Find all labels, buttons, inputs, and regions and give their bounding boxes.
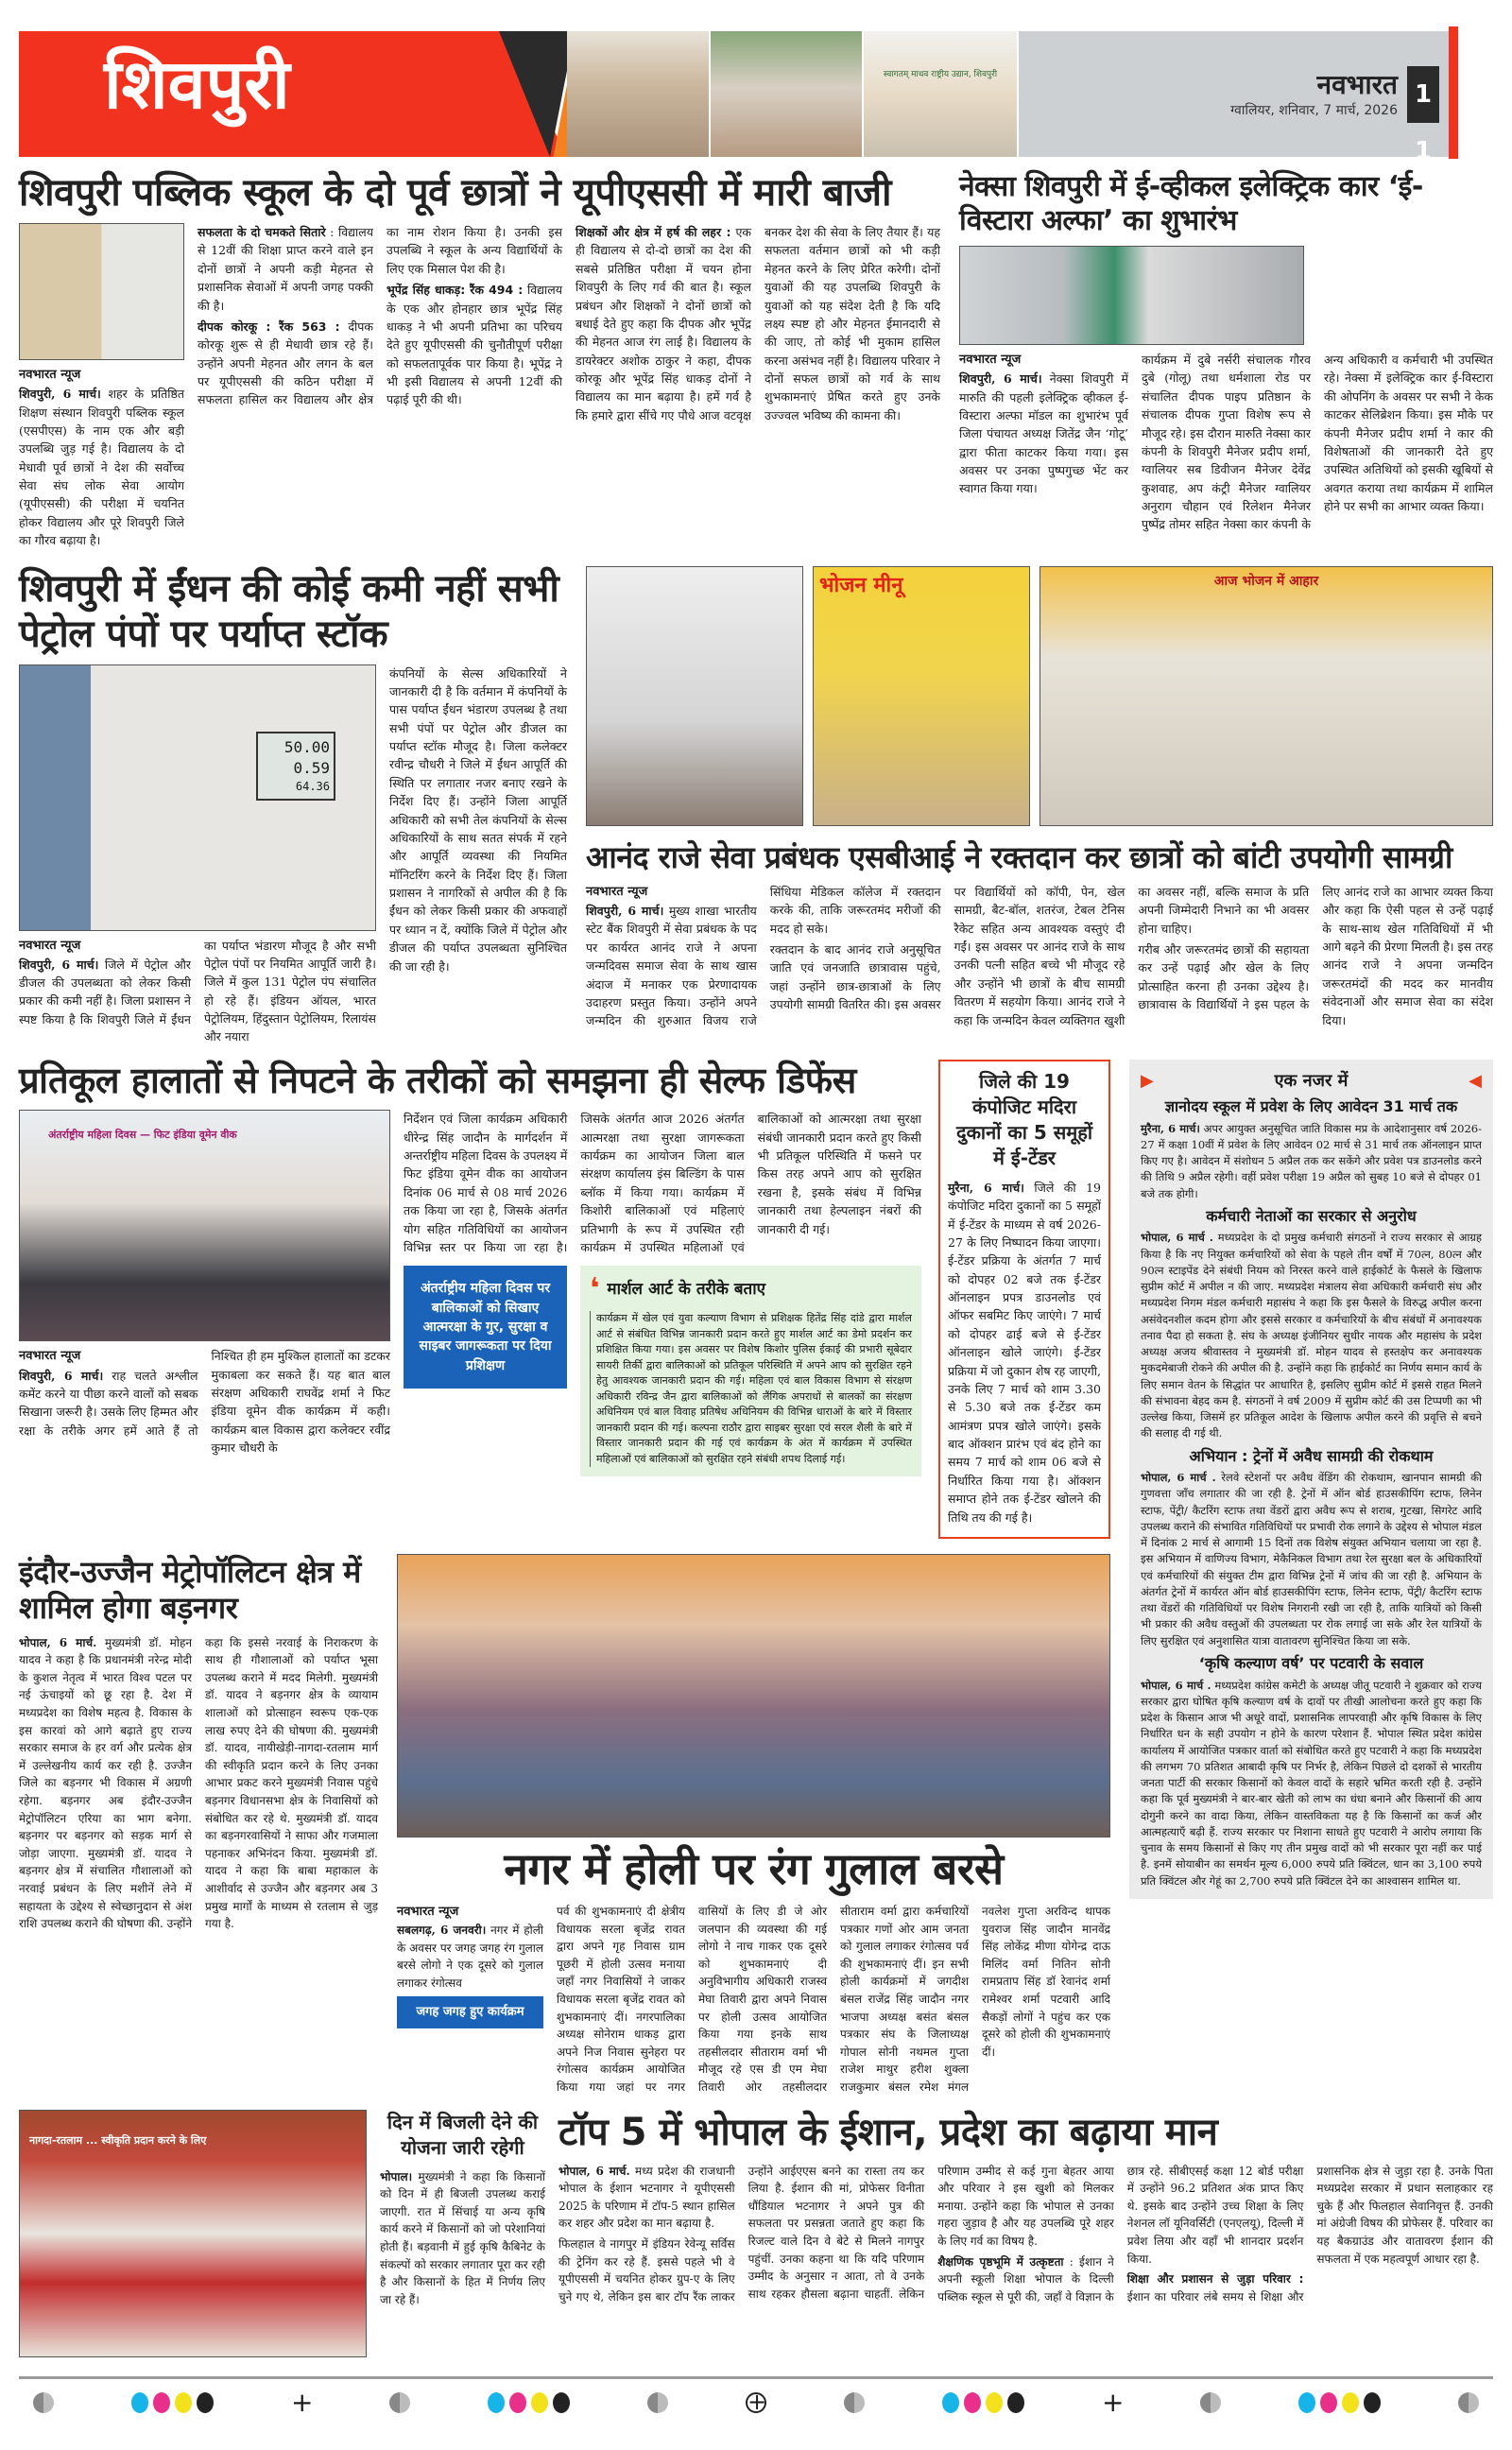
article-badnagar bbox=[19, 1554, 378, 1934]
city-photo-fountain bbox=[711, 31, 862, 157]
blood-donation-photo bbox=[586, 566, 803, 826]
masthead-info-panel bbox=[1019, 31, 1449, 165]
subheading: भूपेंद्र सिंह धाकड़: रैंक 494 : bbox=[387, 283, 524, 298]
registration-color-dot bbox=[509, 2392, 526, 2413]
registration-gray-dot bbox=[1458, 2392, 1479, 2413]
byline: नवभारत न्यूज bbox=[959, 353, 1022, 367]
registration-color-dot bbox=[942, 2392, 959, 2413]
article-fuel-headline: शिवपुरी में ईंधन की कोई कमी नहीं सभी पेट्रोल पंपों पर पर्याप्त स्टॉक bbox=[19, 566, 559, 656]
masthead-red-edge bbox=[1449, 26, 1458, 159]
ek-nazar-item bbox=[1141, 1446, 1482, 1649]
article-holi-lead bbox=[397, 1903, 543, 2032]
article-dateline: भोपाल, 6 मार्च. bbox=[19, 1635, 97, 1649]
article-selfdefence-columns bbox=[404, 1110, 921, 1256]
upsc-students-photo bbox=[19, 223, 184, 360]
ek-nazar-header bbox=[1141, 1069, 1482, 1093]
subheading: शिक्षकों और क्षेत्र में हर्ष की लहर : bbox=[576, 225, 731, 239]
paragraph: : ईशान ने अपनी स्कूली शिक्षा भोपाल के दिल्ली पब्लिक स्कूल से पूरी की, जहाँ वे विज्ञान के छात्र रहे. सीबीएसई कक्षा 12 बोर्ड परीक्षा में उन्होंने 96.2 प्रतिशत अंक प्राप्त किए थे. इसके बाद उन्होंने उच्च शिक्षा के लिए नेशनल लॉ यूनिवर्सिटी (एनएलयू), दिल्ली में प्रवेश लिया और वहाँ भी शानदार प्रदर्शन किया. bbox=[937, 2164, 1304, 2303]
paragraph: मुख्यमंत्री डॉ. मोहन यादव ने कहा है कि प्रधानमंत्री नरेन्द्र मोदी के कुशल नेतृत्व में भारत विश्व पटल पर नई ऊंचाइयों को छू रहा है. देश में मध्यप्रदेश का विशेष महत्व है. विकास के इस कारवां को आगे बढ़ाते हुए राज्य सरकार समाज के हर वर्ग और प्रत्येक क्षेत्र में उल्लेखनीय कार्य कर रही है. उज्जैन जिले का बड़नगर भी विकास में अग्रणी रहेगा. बड़नगर अब इंदौर-उज्जैन मेट्रोपॉलिटन एरिया का भाग बनेगा. बड़नगर पर बड़नगर को सड़क मार्ग से जोड़ा जाएगा. मुख्यमंत्री डॉ. यादव ने बड़नगर क्षेत्र में संचालित गौशालाओं को नरवाई प्रबंधन के लिए मशीनें लेने में सहायता के उद्देश्य से स्वेच्छानुदान से अंश राशि उपलब्ध कराने की घोषणा की. उन्होंने कहा कि इससे नरवाई के निराकरण के साथ ही गौशालाओं को पर्याप्त भूसा उपलब्ध कराने में मदद मिलेगी. मुख्यमंत्री डॉ. यादव ने बड़नगर क्षेत्र के व्यायाम शालाओं को प्रोत्साहन स्वरूप एक-एक लाख रुपए देने की घोषणा की. मुख्यमंत्री डॉ. यादव, नायीखेड़ी-नागदा-रतलाम मार्ग की स्वीकृति प्रदान करने के लिए उनका आभार प्रकट करने मुख्यमंत्री निवास पहुंचे बड़नगर विधानसभा क्षेत्र के निवासियों को संबोधित कर रहे थे. मुख्यमंत्री डॉ. यादव का बड़नगरवासियों ने साफा और गजमाला पहनाकर अभिनंदन किया. मुख्यमंत्री डॉ. यादव ने कहा कि बाबा महाकाल के आशीर्वाद से उज्जैन और बड़नगर अब 3 प्रमुख मार्गों के माध्यम से रतलाम से जुड़ गया है. bbox=[19, 1635, 378, 1931]
martial-arts-quote-box bbox=[580, 1266, 921, 1476]
item-text: अपर आयुक्त अनुसूचित जाति विकास मप्र के आदेशानुसार वर्ष 2026-27 में कक्षा 10वीं में प्रवेश के लिए आवेदन 02 मार्च से 31 मार्च तक ऑनलाइन प्राप्त किए गए है। आवेदन में संशोधन 5 अप्रैल तक कर सकेंगे और प्रवेश पत्र डाउनलोड करने की तिथि 9 अप्रैल रहेगी। वहीं प्रवेश परीक्षा 19 अप्रैल को सुबह 10 बजे से दोपहर 01 बजे तक होगी। bbox=[1141, 1121, 1482, 1200]
section-title: शिवपुरी bbox=[104, 44, 290, 124]
item-dateline: भोपाल, 6 मार्च . bbox=[1141, 1471, 1216, 1485]
subheading: शिक्षा और प्रशासन से जुड़ा परिवार : bbox=[1126, 2272, 1304, 2286]
paragraph: शहर के प्रतिष्ठित शिक्षण संस्थान शिवपुरी पब्लिक स्कूल (एसपीएस) के नाम एक और बड़ी उपलब्धि जुड़ गई है। विद्यालय के दो मेधावी पूर्व छात्रों ने देश की सर्वोच्च सेवा संघ लोक सेवा आयोग (यूपीएससी) की परीक्षा में चयनित होकर विद्यालय और पूरे शिवपुरी जिले का गौरव बढ़ाया है। bbox=[19, 387, 185, 548]
paragraph: पर्व की शुभकामनाएं दी क्षेत्रीय विधायक सरला बृजेंद्र रावत द्वारा अपने गृह निवास ग्राम पूछरी में होली उत्सव मनाया जहाँ नगर निवासियों ने जाकर विधायक सरला बृजेंद्र रावत को शुभकामनाएं दीं। नगरपालिका अध्यक्ष सोनेराम धाकड़ द्वारा अपने निज निवास सुनेहरा पर रंगोत्सव कार्यक्रम आयोजित किया गया जहां पर नगर वासियों के लिए डी जे ओर जलपान की व्यवस्था की गई लोगो ने नाच गाकर एक दूसरे को शुभकामनाएं दी अनुविभागीय अधिकारी राजस्व मेघा तिवारी द्वारा अपने निवास पर होली उत्सव आयोजित किया गया इनके साथ तहसीलदार सीताराम वर्मा भी मौजूद रहे एस डी एम मेघा तिवारी ओर तहसीलदार सीताराम वर्मा द्वारा कर्मचारियों पत्रकार गणों ओर आम जनता को गुलाल लगाकर रंगोत्सव पर्व की शुभकामनाएं दीं। इन सभी होली कार्यक्रमों में जगदीश बंसल राजेंद्र सिंह जादौन नगर भाजपा अध्यक्ष बसंत बंसल पत्रकार संघ के जिलाध्यक्ष गोपाल सोनी नथमल गुप्ता राजेश माथुर हरीश शुक्ला राजकुमार बंसल रमेश मंगल नवलेश गुप्ता अरविन्द थापक युवराज सिंह जादौन मानवेंद्र सिंह लोकेंद्र मीणा योगेन्द्र दाऊ मिलिंद वर्मा नितिन सोनी रामप्रताप सिंह डॉ रेवानंद शर्मा रामेश्वर शर्मा पटवारी आदि सैकड़ों लोगों ने पहुंच कर एक दूसरे को होली की शुभकामनाएं दीं। bbox=[557, 1905, 1110, 2095]
arrow-left-icon: ◀ bbox=[1469, 1070, 1482, 1091]
event-banner: नागदा-रतलाम ... स्वीकृति प्रदान करने के लिए bbox=[29, 2133, 207, 2147]
article-dateline: शिवपुरी, 6 मार्च। bbox=[586, 904, 664, 919]
article-dateline: मुरैना, 6 मार्च। bbox=[948, 1180, 1024, 1195]
registration-color-dot bbox=[131, 2392, 148, 2413]
registration-color-dot bbox=[197, 2392, 214, 2413]
registration-color-dot bbox=[1364, 2392, 1381, 2413]
paragraph: रक्तदान के बाद आनंद राजे अनुसूचित जाति एवं जनजाति छात्रावास पहुंचे, जहां उन्होंने छात्र-छात्राओं के लिए उपयोगी सामग्री वितरित की। इस अवसर पर विद्यार्थियों को कॉपी, पेन, खेल सामग्री, बैट-बॉल, शतरंज, टेबल टेनिस रैकेट सहित अन्य आवश्यक वस्तुएं दी गईं। इस अवसर पर आनंद राजे के साथ उनकी पत्नी सहित बच्चे भी मौजूद रहे और उन्होंने भी छात्रों के बीच सामग्री वितरण में सहयोग किया। आनंद राजे ने कहा कि जन्मदिन केवल व्यक्तिगत खुशी का अवसर नहीं, बल्कि समाज के प्रति अपनी जिम्मेदारी निभाने का भी अवसर होना चाहिए। bbox=[769, 884, 1310, 1027]
article-upsc-columns bbox=[198, 223, 940, 424]
registration-color-group bbox=[131, 2392, 214, 2413]
event-banner: अंतर्राष्ट्रीय महिला दिवस — फिट इंडिया वूमेन वीक bbox=[48, 1129, 237, 1142]
article-badnagar-body bbox=[19, 1634, 378, 1935]
byline: नवभारत न्यूज bbox=[586, 884, 648, 899]
liquor-tender-body bbox=[948, 1179, 1101, 1527]
registration-color-dot bbox=[553, 2392, 570, 2413]
article-nexa bbox=[959, 170, 1493, 534]
subheading: सफलता के दो चमकते सितारे bbox=[198, 225, 326, 239]
article-badnagar-headline: इंदौर-उज्जैन मेट्रोपॉलिटन क्षेत्र में शामिल होगा बड़नगर bbox=[19, 1553, 361, 1627]
item-dateline: मुरैना, 6 मार्च। bbox=[1141, 1121, 1200, 1135]
liquor-tender-headline: जिले की 19 कंपोजिट मदिरा दुकानों का 5 समूहों में ई-टेंडर bbox=[955, 1069, 1093, 1169]
ek-nazar-item bbox=[1141, 1653, 1482, 1889]
registration-color-group bbox=[488, 2392, 570, 2413]
registration-color-dot bbox=[531, 2392, 548, 2413]
registration-color-dot bbox=[1320, 2392, 1337, 2413]
article-selfdefence-headline: प्रतिकूल हालातों से निपटने के तरीकों को समझना ही सेल्फ डिफेंस bbox=[19, 1059, 856, 1101]
material-distribution-photo bbox=[1040, 566, 1493, 826]
quote-title: मार्शल आर्ट के तरीके बताए bbox=[607, 1280, 766, 1300]
paragraph: जिले में पेट्रोल और डीजल की उपलब्धता को लेकर किसी प्रकार की कमी नहीं है। जिला प्रशासन ने स्पष्ट किया है कि शिवपुरी जिले में ईंधन का पर्याप्त भंडारण मौजूद है और सभी पेट्रोल पंपों पर नियमित आपूर्ति जारी है। जिले में कुल 131 पेट्रोल पंप संचालित हो रहे हैं। इंडियन ऑयल, भारत पेट्रोलियम, हिंदुस्तान पेट्रोलियम, रिलायंस और नयारा bbox=[19, 938, 376, 1044]
paragraph: जिले की 19 कंपोजिट मदिरा दुकानों का 5 समूहों में ई-टेंडर के माध्यम से वर्ष 2026-27 के लिए निष्पादन किया जाएगा। ई-टेंडर प्रक्रिया के अंतर्गत 7 मार्च को दोपहर 02 बजे तक ई-टेंडर ऑनलाइन प्रपत्र डाउनलोड एवं ऑफर सबमिट किए जाएंगे। 7 मार्च को दोपहर ढाई बजे से ई-टेंडर ऑनलाइन खोले जाएंगे। ई-टेंडर प्रक्रिया में जो दुकान शेष रह जाएगी, उनके लिए 7 मार्च को शाम 3.30 से 5.30 बजे तक ई-टेंडर कम आमंत्रण प्रपत्र खोले जाएंगे। इसके बाद ऑक्शन प्रारंभ एवं बंद होने का समय 7 मार्च को शाम 06 बजे से निर्धारित किया गया है। ऑक्शन समाप्त होने तक ई-टेंडर खोलने की तिथि तय की गई है। bbox=[948, 1180, 1101, 1525]
paragraph: गरीब और जरूरतमंद छात्रों की सहायता कर उन्हें पढ़ाई और खेल के लिए प्रोत्साहित करना ही उनका उद्देश्य है। छात्रावास के विद्यार्थियों ने इस पहल के लिए आनंद राजे का आभार व्यक्त किया और कहा कि ऐसी पहल से उन्हें पढ़ाई के साथ-साथ खेल गतिविधियों में भी आगे बढ़ने की प्रेरणा मिलती है। इस तरह आनंद राजे ने अपना जन्मदिन जरूरतमंदों की मदद कर मानवीय संवेदनाओं और समाज सेवा का संदेश दिया। bbox=[1138, 884, 1493, 1027]
masthead bbox=[19, 31, 1460, 165]
article-nexa-headline: नेक्सा शिवपुरी में ई-व्हीकल इलेक्ट्रिक कार ‘ई-विस्टारा अल्फा’ का शुभारंभ bbox=[959, 170, 1423, 237]
registration-gray-dot bbox=[1200, 2392, 1221, 2413]
article-upsc-headline: शिवपुरी पब्लिक स्कूल के दो पूर्व छात्रों ने यूपीएससी में मारी बाजी bbox=[19, 171, 891, 215]
registration-cross-icon: + bbox=[1102, 2386, 1125, 2418]
pump-rate: 64.36 bbox=[295, 780, 330, 794]
subheading: शैक्षणिक पृष्ठभूमि में उत्कृष्टता bbox=[937, 2254, 1064, 2269]
hostel-sign: आज भोजन में आहार bbox=[1213, 573, 1319, 589]
article-dateline: शिवपुरी, 6 मार्च। bbox=[959, 371, 1042, 387]
ek-nazar-title: एक नजर में bbox=[1274, 1070, 1349, 1091]
paragraph: कंपनियों के सेल्स अधिकारियों ने जानकारी दी है कि वर्तमान में कंपनियों के पास पर्याप्त ईंधन भंडारण उपलब्ध है तथा सभी पंपों पर पेट्रोल और डीजल का पर्याप्त स्टॉक मौजूद है। जिला कलेक्टर रवीन्द्र चौधरी ने जिले में ईंधन आपूर्ति की स्थिति पर लगातार नजर बनाए रखने के निर्देश दिए हैं। उन्होंने जिला आपूर्ति अधिकारी को सभी तेल कंपनियों के सेल्स अधिकारियों के साथ सतत संपर्क में रहने और आपूर्ति व्यवस्था की नियमित मॉनिटरिंग करने के निर्देश दिए हैं। जिला प्रशासन ने नागरिकों से अपील की है कि ईंधन को लेकर किसी प्रकार की अफवाहों पर ध्यान न दें, क्योंकि जिले में पेट्रोल और डीजल की पर्याप्त उपलब्धता सुनिश्चित की जा रही है। bbox=[389, 665, 567, 974]
registration-gray-dot bbox=[647, 2392, 668, 2413]
article-upsc-body bbox=[19, 366, 184, 550]
city-photo-palace bbox=[567, 31, 709, 157]
paragraph: मुख्य शाखा भारतीय स्टेट बैंक शिवपुरी में सेवा प्रबंधक के पद पर कार्यरत आनंद राजे ने अपना जन्मदिवस समाज सेवा के साथ खास अंदाज में मनाकर एक प्रेरणादायक उदाहरण प्रस्तुत किया। उन्होंने अपने जन्मदिन की शुरुआत विजय राजे सिंधिया मेडिकल कॉलेज में रक्तदान करके की, ताकि जरूरतमंद मरीजों की मदद हो सके। bbox=[586, 884, 941, 1028]
registration-gray-dot bbox=[33, 2392, 54, 2413]
holi-celebration-photo bbox=[397, 1554, 1110, 1838]
article-holi bbox=[397, 1554, 1110, 2096]
byline: नवभारत न्यूज bbox=[19, 368, 81, 382]
paragraph: मध्य प्रदेश की राजधानी भोपाल के ईशान भटनागर ने यूपीएससी 2025 के परिणाम में टॉप-5 स्थान हासिल कर शहर और प्रदेश का मान बढ़ाया है. bbox=[558, 2164, 735, 2231]
registration-gray-dot bbox=[844, 2392, 865, 2413]
quote-mark-icon: ❛ bbox=[590, 1272, 600, 1306]
paragraph: नगर में होली के अवसर पर जगह जगह रंग गुलाल बरसे लोगो ने एक दूसरे को गुलाल लगाकर रंगोत्सव bbox=[397, 1924, 544, 1990]
registration-color-group bbox=[942, 2392, 1024, 2413]
article-sbi bbox=[586, 566, 1493, 1030]
article-nexa-body bbox=[959, 351, 1493, 534]
item-text: रेलवे स्टेशनों पर अवैध वेंडिंग की रोकथाम, खानपान सामग्री की गुणवत्ता जाँच लगातार की जा रही है. ट्रेनों में ऑन बोर्ड हाउसकीपिंग स्टाफ, लिनेन स्टाफ, पेंट्री/ कैटरिंग स्टाफ तथा वेंडरों द्वारा अवैध रूप से शराब, गुटखा, सिगरेट आदि उपलब्ध कराने की संभावित गतिविधियों पर प्रभावी रोक लगाने के उद्देश्य से भोपाल मंडल में दिनांक 2 मार्च से आगामी 15 दिनों तक विशेष संयुक्त अभियान चलाया जा रहा है. इस अभियान में वाणिज्य विभाग, मेकैनिकल विभाग तथा रेल सुरक्षा बल के अधिकारियों एवं कर्मचारियों की संयुक्त टीम द्वारा विभिन्न ट्रेनों में जांच की जा रही है. अभियान के अंतर्गत ट्रेनों में कार्यरत ऑन बोर्ड हाउसकीपिंग स्टाफ, लिनेन स्टाफ, पेंट्री/ कैटरिंग स्टाफ तथा वेंडरों की गतिविधियों पर विशेष निगरानी रखी जा रही है, ताकि यात्रियों को किसी भी प्रकार की अवैध वस्तुओं की उपलब्धता पर रोक लगाई जा सके और रेल यात्रियों के लिए सुरक्षित एवं अनुशासित यात्रा वातावरण सुनिश्चित किया जा सके. bbox=[1141, 1471, 1482, 1648]
ek-nazar-box bbox=[1129, 1060, 1493, 1899]
article-selfdefence bbox=[19, 1060, 921, 1477]
pump-display bbox=[256, 732, 335, 802]
item-heading: ‘कृषि कल्याण वर्ष’ पर पटवारी के सवाल bbox=[1198, 1653, 1424, 1672]
registration-color-dot bbox=[1007, 2392, 1024, 2413]
subheading: दीपक कोरकू : रैंक 563 : bbox=[198, 319, 340, 334]
article-dateline: सबलगढ़, 6 जनवरी। bbox=[397, 1924, 487, 1938]
registration-color-dot bbox=[175, 2392, 192, 2413]
byline: नवभारत न्यूज bbox=[397, 1905, 459, 1920]
article-fuel-lower bbox=[19, 937, 376, 1046]
article-ishan-body bbox=[558, 2163, 1493, 2306]
article-fuel-side bbox=[389, 664, 567, 978]
item-heading: ज्ञानोदय स्कूल में प्रवेश के लिए आवेदन 31 मार्च तक bbox=[1164, 1096, 1458, 1115]
blood-donation-photos bbox=[586, 566, 1493, 832]
menu-sign: भोजन मीनू bbox=[819, 573, 903, 597]
nexa-launch-photo bbox=[959, 246, 1304, 345]
highlight-box: अंतर्राष्ट्रीय महिला दिवस पर बालिकाओं को सिखाए आत्मरक्षा के गुर, सुरक्षा व साइबर जागरूकता पर दिया प्रशिक्षण bbox=[404, 1266, 567, 1388]
page-number: 11 bbox=[1407, 66, 1439, 123]
article-upsc bbox=[19, 170, 940, 553]
byline: नवभारत न्यूज bbox=[19, 1349, 81, 1364]
registration-color-dot bbox=[1342, 2392, 1359, 2413]
dateline: ग्वालियर, शनिवार, 7 मार्च, 2026 bbox=[1230, 102, 1398, 118]
registration-cross-icon: + bbox=[291, 2386, 314, 2418]
article-dateline: शिवपुरी, 6 मार्च। bbox=[19, 387, 101, 402]
item-text: मध्यप्रदेश कांग्रेस कमेटी के अध्यक्ष जीतू पटवारी ने शुक्रवार को राज्य सरकार द्वारा घोषित कृषि कल्याण वर्ष के दावों पर तीखी आलोचना करते हुए कहा कि प्रदेश के किसान आज भी अधूरे वादों, प्रशासनिक लापरवाही और कृषि विकास के लिए निर्धारित धन के सही उपयोग न होने के कारण परेशान हैं. भोपाल स्थित प्रदेश कांग्रेस कार्यालय में आयोजित पत्रकार वार्ता को संबोधित करते हुए पटवारी ने कहा कि मध्यप्रदेश की लगभग 70 प्रतिशत आबादी कृषि पर निर्भर है, लेकिन पिछले दो दशकों से भारतीय जनता पार्टी की सरकार किसानों को केवल वादों के सहारे भ्रमित करती रही है. उन्होंने कहा कि पूर्व मुख्यमंत्री ने बार-बार खेती को लाभ का धंधा बनाने और किसानों की आय दोगुनी करने का वादा किया, लेकिन वास्तविकता यह है कि किसानों का कर्ज और आत्महत्याएँ बढ़ी हैं. राज्य सरकार पर निशाना साधते हुए पटवारी ने आरोप लगाया कि चुनाव के समय किसानों से किए गए तीन प्रमुख वादों को भी सरकार पूरा नहीं कर पाई है. इनमें सोयाबीन का समर्थन मूल्य 6,000 रुपये प्रति क्विंटल, धान का 3,100 रुपये प्रति क्विंटल और गेहूं का 2,700 रुपये प्रति क्विंटल देने का आश्वासन शामिल था. bbox=[1141, 1678, 1483, 1888]
gate-sign: स्वागतम् माधव राष्ट्रीय उद्यान, शिवपुरी bbox=[883, 70, 998, 79]
arrow-right-icon: ▶ bbox=[1141, 1070, 1154, 1091]
article-dateline: शिवपुरी, 6 मार्च। bbox=[19, 957, 99, 972]
item-dateline: भोपाल, 6 मार्च . bbox=[1141, 1231, 1213, 1245]
item-heading: कर्मचारी नेताओं का सरकार से अनुरोध bbox=[1206, 1206, 1417, 1225]
registration-gray-dot bbox=[389, 2392, 410, 2413]
registration-color-dot bbox=[488, 2392, 505, 2413]
registration-target-icon: + bbox=[747, 2388, 767, 2415]
article-bijli-body bbox=[380, 2168, 545, 2309]
article-fuel bbox=[19, 566, 567, 1046]
paragraph: : विद्यालय से 12वीं की शिक्षा प्राप्त करने वाले इन दोनों छात्रों ने अपनी कड़ी मेहनत से प्रशासनिक सेवाओं में अपनी जगह पक्की की है। bbox=[198, 225, 373, 313]
article-dateline: भोपाल, 6 मार्च. bbox=[558, 2164, 630, 2178]
paper-name: नवभारत bbox=[1316, 68, 1398, 100]
hostel-students-photo bbox=[813, 566, 1030, 826]
paragraph: कार्यक्रम में दुबे नर्सरी संचालक गौरव दुबे (गोलू) तथा धर्मशाला रोड पर संचालित दीपक पाइप प्रतिष्ठान के संचालक दीपक गुप्ता विशेष रूप से मौजूद रहे। इस दौरान मारुति नेक्सा कार कंपनी के शिवपुरी मैनेजर प्रदीप शर्मा, ग्वालियर सब डिवीजन मैनेजर देवेंद्र कुशवाह, अप कंट्री मैनेजर ग्वालियर अनुराग चौहान एवं रिलेशन मैनेजर पुष्पेंद्र तोमर सहित नेक्सा कार कंपनी के अन्य अधिकारी व कर्मचारी भी उपस्थित रहे। नेक्सा में इलेक्ट्रिक कार ई-विस्टारा की ओपनिंग के अवसर पर सभी ने केक काटकर सेलिब्रेशन किया। इस मौके पर कंपनी मैनेजर प्रदीप शर्मा ने कार की विशेषताओं की जानकारी देते हुए उपस्थित अतिथियों को इसकी खूबियों से अवगत कराया तथा कार्यक्रम में शामिल होने पर सभी का आभार व्यक्त किया। bbox=[1142, 353, 1493, 532]
paragraph: एक ही विद्यालय से दो-दो छात्रों का देश की सबसे प्रतिष्ठित परीक्षा में चयन होना शिवपुरी के लिए गर्व की बात है। स्कूल प्रबंधन और शिक्षकों ने दोनों छात्रों को बधाई देते हुए कहा कि दीपक और भूपेंद्र की मेहनत आज रंग लाई है। विद्यालय के डायरेक्टर अशोक ठाकुर ने कहा, दीपक कोरकू और भूपेंद्र सिंह धाकड़ दोनों ने विद्यालय का मान बढ़ाया है। हमें गर्व है कि हमारे द्वारा सींचे गए पौधे आज वटवृक्ष बनकर देश की सेवा के लिए तैयार हैं। यह सफलता वर्तमान छात्रों को भी कड़ी मेहनत करने के लिए प्रेरित करेगी। दोनों युवाओं की यह उपलब्धि शिवपुरी के युवाओं को यह संदेश देती है कि यदि लक्ष्य स्पष्ट हो और मेहनत ईमानदारी से की जाए, तो कोई भी मुकाम हासिल करना असंभव नहीं है। विद्यालय परिवार ने दोनों सफल छात्रों को गर्व के साथ शुभकामनाएं प्रेषित करते हुए उनके उज्ज्वल भविष्य की कामना की। bbox=[576, 225, 940, 423]
liquor-tender-box bbox=[938, 1060, 1110, 1539]
ek-nazar-item bbox=[1141, 1096, 1482, 1202]
registration-color-dot bbox=[986, 2392, 1003, 2413]
article-holi-body bbox=[557, 1903, 1110, 2096]
paragraph: ईशान का परिवार लंबे समय से शिक्षा और प्रशासनिक क्षेत्र से जुड़ा रहा है. उनके पिता मध्यप्रदेश सरकार में प्रधान सलाहकार रह चुके हैं और फिलहाल सेवानिवृत्त हैं. उनकी मां अंग्रेजी विषय की प्रोफेसर हैं. परिवार का यह बैकग्राउंड और वातावरण ईशान की सफलता में एक महत्वपूर्ण आधार रहा है. bbox=[1126, 2164, 1493, 2303]
article-dateline: शिवपुरी, 6 मार्च। bbox=[19, 1368, 104, 1383]
paragraph: राह चलते अश्लील कमेंट करने या पीछा करने वालों को सबक सिखाना जरूरी है। उसके लिए हिम्मत और रक्षा के तरीके अगर हमें आते हैं तो निश्चित ही हम मुश्किल हालातों का डटकर मुकाबला कर सकते हैं। यह बात बाल संरक्षण अधिकारी राघवेंद्र शर्मा ने फिट इंडिया वूमेन वीक कार्यक्रम में कही। कार्यक्रम बाल विकास द्वारा कलेक्टर रवींद्र कुमार चौधरी के bbox=[19, 1349, 390, 1456]
cm-garland-photo bbox=[19, 2110, 367, 2357]
pump-amount: 50.00 bbox=[284, 737, 330, 756]
paragraph: दीपक कोरकू शुरू से ही मेधावी छात्र रहे हैं। उन्होंने अपनी मेहनत और लगन के बल पर यूपीएससी की कठिन परीक्षा में सफलता हासिल कर विद्यालय और क्षेत्र का नाम रोशन किया है। उनकी इस उपलब्धि ने स्कूल के अन्य विद्यार्थियों के लिए एक मिसाल पेश की है। bbox=[198, 225, 562, 407]
item-text: मध्यप्रदेश के दो प्रमुख कर्मचारी संगठनों ने राज्य सरकार से आग्रह किया है कि नए नियुक्त कर्मचारियों को सेवा के पहले तीन वर्षों में 70त्न, 80त्न और 90त्न स्टाइपेंड देने संबंधी नियम को निरस्त करने वाले हाईकोर्ट के फैसले के खिलाफ सुप्रीम कोर्ट में अपील न की जाए. मध्यप्रदेश मंत्रालय सेवा अधिकारी कर्मचारी संघ और मध्यप्रदेश निगम मंडल कर्मचारी महासंघ ने कहा कि इस फैसले के विरुद्ध अपील करना असंवेदनशील कदम होगा और इससे सरकार व कर्मचारियों के बीच संबंधों में अनावश्यक तनाव पैदा हो सकता है. संघ के अध्यक्ष इंजीनियर सुधीर नायक और महासंघ के प्रदेश अध्यक्ष अजय श्रीवास्तव ने मुख्यमंत्री डॉ. मोहन यादव से हस्तक्षेप कर अनावश्यक मुकदमेबाजी रोकने की अपील की है. उन्होंने कहा कि हाईकोर्ट का निर्णय समान कार्य के लिए समान वेतन के सिद्धांत पर आधारित है, इसलिए सुप्रीम कोर्ट में इससे राहत मिलने की संभावना बेहद कम है. संगठनों ने वर्ष 2009 में सुप्रीम कोर्ट की उस टिप्पणी का भी उल्लेख किया, जिसमें हर प्रतिकूल आदेश के खिलाफ अपील करने की प्रवृत्ति से बचने की सलाह दी गई थी. bbox=[1141, 1231, 1482, 1441]
pump-volume: 0.59 bbox=[293, 758, 330, 777]
item-dateline: भोपाल, 6 मार्च . bbox=[1141, 1678, 1211, 1692]
registration-marks bbox=[19, 2386, 1493, 2418]
registration-color-dot bbox=[1298, 2392, 1315, 2413]
article-holi-headline: नगर में होली पर रंग गुलाल बरसे bbox=[504, 1842, 1004, 1894]
registration-color-group bbox=[1298, 2392, 1381, 2413]
paragraph: निर्देशन एवं जिला कार्यक्रम अधिकारी धीरेन्द्र सिंह जादौन के मार्गदर्शन में अन्तर्राष्ट्रीय महिला दिवस के उपलक्ष्य में फिट इंडिया वूमेन वीक का आयोजन दिनांक 06 मार्च से 08 मार्च 2026 तक किया जा रहा है, जिसके अंतर्गत योग सहित गतिविधियों का आयोजन विभिन्न स्तर पर किया जा रहा है। जिसके अंतर्गत आज 2026 अंतर्गत आत्मरक्षा तथा सुरक्षा जागरूकता कार्यक्रम का आयोजन जिला बाल संरक्षण कार्यालय इंस बिल्डिंग के पास ब्लॉक में किया गया। कार्यक्रम में किशोरी बालिकाओं एवं महिलाएं प्रतिभागी के रूप में उपस्थित रही कार्यक्रम में उपस्थित महिलाओं एवं बालिकाओं को आत्मरक्षा तथा सुरक्षा संबंधी जानकारी प्रदान करते हुए किसी भी प्रतिकूल परिस्थिति में फसने पर किस तरह अपने आप को सुरक्षित रखना है, इसके संबंध में विभिन्न जानकारी तथा हेल्पलाइन नंबरों की जानकारी दी गई। bbox=[404, 1112, 921, 1254]
highlight-box: जगह जगह हुए कार्यक्रम bbox=[397, 1996, 543, 2028]
paragraph: मुख्यमंत्री ने कहा कि किसानों को दिन में ही बिजली उपलब्ध कराई जाएगी. रात में सिंचाई या अन्य कृषि कार्य करने में किसानों को जो परेशानियां होती हैं। बड़वानी में हुई कृषि कैबिनेट के संकल्पों को सरकार लगातार पूरा कर रही है और किसानों के हित में निर्णय लिए जा रहे हैं। bbox=[380, 2169, 545, 2306]
article-selfdefence-lower bbox=[19, 1347, 390, 1457]
registration-color-dot bbox=[153, 2392, 170, 2413]
paragraph: नेक्सा शिवपुरी में मारुति की पहली इलेक्ट्रिक व्हीकल ई-विस्टारा अल्फा मॉडल का शुभारंभ पूर्व जिला पंचायत अध्यक्ष जितेंद्र जैन ‘गोटू’ द्वारा फीता काटकर किया गया। इस अवसर पर उनका पुष्पगुच्छ भेंट कर स्वागत किया गया। bbox=[959, 371, 1128, 496]
article-ishan-headline: टॉप 5 में भोपाल के ईशान, प्रदेश का बढ़ाया मान bbox=[558, 2110, 1218, 2154]
self-defence-photo bbox=[19, 1110, 390, 1341]
article-ishan bbox=[558, 2110, 1493, 2306]
city-photo-gate bbox=[864, 31, 1017, 157]
footer-divider bbox=[19, 2376, 1493, 2379]
paragraph: विद्यालय के एक और होनहार छात्र भूपेंद्र सिंह धाकड़ ने भी अपनी प्रतिभा का परिचय देते हुए यूपीएससी की चुनौतीपूर्ण परीक्षा को सफलतापूर्वक पार किया है। भूपेंद्र ने भी इसी विद्यालय से अपनी 12वीं की पढ़ाई पूरी की थी। bbox=[387, 283, 562, 407]
registration-color-dot bbox=[964, 2392, 981, 2413]
paragraph: फिलहाल वे नागपुर में इंडियन रेवेन्यू सर्विस की ट्रेनिंग कर रहे हैं. इससे पहले भी वे यूपीएससी में चयनित होकर ग्रुप-ए के लिए चुने गए थे, लेकिन इस बार टॉप रैंक लाकर उन्होंने आईएएस बनने का रास्ता तय कर लिया है. ईशान की मां, प्रोफेसर विनीता धौंडियाल भटनागर ने अपने पुत्र की सफलता पर प्रसन्नता जताते हुए कहा कि रिजल्ट वाले दिन वे बेटे से मिलने नागपुर पहुंचीं. उनका कहना था कि यदि परिणाम उम्मीद के अनुसार न आता, तो वे उनके साथ रहकर हौसला बढ़ाना चाहतीं. लेकिन परिणाम उम्मीद से कई गुना बेहतर आया और परिवार ने इस खुशी को मिलकर मनाया. उन्होंने कहा कि भोपाल से उनका गहरा जुड़ाव है और यह उपलब्धि पूरे शहर के लिए गर्व का विषय है. bbox=[558, 2164, 1114, 2303]
item-heading: अभियान : ट्रेनों में अवैध सामग्री की रोकथाम bbox=[1189, 1446, 1434, 1465]
ek-nazar-item bbox=[1141, 1206, 1482, 1442]
byline: नवभारत न्यूज bbox=[19, 938, 81, 953]
petrol-pump-photo bbox=[19, 664, 376, 931]
article-sbi-body bbox=[586, 883, 1493, 1030]
quote-body: कार्यक्रम में खेल एवं युवा कल्याण विभाग से प्रशिक्षक हितेंद्र सिंह दांडे द्वारा मार्शल आर्ट से संबंधित विभिन्न जानकारी प्रदान करते हुए मार्शल आर्ट का डेमो प्रदर्शन कर प्रशिक्षित किया गया। इस अवसर पर विशेष किशोर पुलिस ईकाई की प्रभारी सूबेदार सायरी तिर्की द्वारा बालिकाओं को प्रतिकूल परिस्थिति में अपने आप को सुरक्षित रहने हेतु आवश्यक जानकारी प्रदान की गई। महिला एवं बाल विकास विभाग से संरक्षण अधिकारी रविन्द्र जैन द्वारा बालिकाओं को लैंगिक अपराधों से बालकों का संरक्षण अधिनियम एवं बाल विवाह प्रतिषेध अधिनियम की विभिन्न धाराओं के बारे में विस्तार जानकारी प्रदान की गई। कल्पना राठौर द्वारा साइबर सुरक्षा एवं सरल शैली के बारे में विस्तार जानकारी प्रदान की गई एवं कार्यक्रम के अंत में कार्यक्रम में उपस्थित महिलाओं एवं बालिकाओं को सुरक्षित रहने संबंधी शपथ दिलाई गई। bbox=[590, 1311, 912, 1467]
article-bijli bbox=[380, 2110, 545, 2312]
article-sbi-headline: आनंद राजे सेवा प्रबंधक एसबीआई ने रक्तदान कर छात्रों को बांटी उपयोगी सामग्री bbox=[586, 838, 1452, 875]
article-bijli-headline: दिन में बिजली देने की योजना जारी रहेगी bbox=[387, 2110, 539, 2159]
article-dateline: भोपाल। bbox=[380, 2169, 413, 2183]
